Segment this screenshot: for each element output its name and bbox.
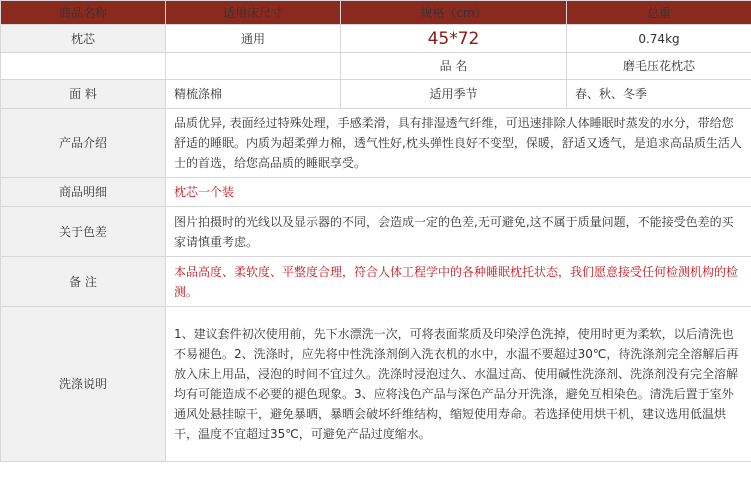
header-weight: 总重 <box>567 1 751 25</box>
product-name-cell: 枕芯 <box>1 25 166 53</box>
row-name <box>1 25 751 53</box>
empty-cell <box>1 53 166 80</box>
row-fabric <box>1 80 751 109</box>
fabric-label: 面 料 <box>1 80 166 109</box>
detail-label: 商品明细 <box>1 178 166 207</box>
intro-label: 产品介绍 <box>1 109 166 178</box>
product-value: 磨毛压花枕芯 <box>567 53 751 80</box>
product-label: 品 名 <box>341 53 567 80</box>
weight-cell: 0.74kg <box>567 25 751 53</box>
intro-text: 品质优异, 表面经过特殊处理，手感柔滑，具有排湿透气纤维，可迅速排除人体睡眠时蒸发的水分，带给您舒适的睡眠。内质为超柔弹力棉，透气性好,枕头弹性良好不变型，保暖，舒适又透气，是追求高品质生活人士的首选，给您高品质的睡眠享受。 <box>166 109 751 178</box>
color-text: 图片拍摄时的光线以及显示器的不同，会造成一定的色差,无可避免,这不属于质量问题，不能接受色差的买家请慎重考虑。 <box>166 207 751 257</box>
row-detail <box>1 178 751 207</box>
note-label: 备 注 <box>1 257 166 307</box>
row-intro <box>1 109 751 178</box>
note-text: 本品高度、柔软度、平整度合理，符合人体工程学中的各种睡眠枕托状态，我们愿意接受任何检测机构的检测。 <box>166 257 751 307</box>
row-wash <box>1 307 751 462</box>
season-value: 春、秋、冬季 <box>567 80 751 109</box>
color-label: 关于色差 <box>1 207 166 257</box>
header-spec: 规格（cm） <box>341 1 567 25</box>
bed-size-cell: 通用 <box>166 25 341 53</box>
detail-text: 枕芯一个装 <box>166 178 751 207</box>
season-label: 适用季节 <box>341 80 567 109</box>
header-bed-size: 适用床尺寸 <box>166 1 341 25</box>
empty-cell <box>166 53 341 80</box>
wash-text: 1、建议套件初次使用前，先下水漂洗一次，可将表面浆质及印染浮色洗掉，使用时更为柔软，以后清洗也不易褪色。2、洗涤时，应先将中性洗涤剂倒入洗衣机的水中，水温不要超过30℃，待洗涤剂完全溶解后再放入床上用品，浸泡的时间不宜过久。洗涤时浸泡过久、水温过高、使用碱性洗涤剂、洗涤剂没有完全溶解均有可能造成不必要的褪色现象。3、应将浅色产品与深色产品分开洗涤，避免互相染色。清洗后置于室外通风处悬挂晾干，避免暴晒，暴晒会破坏纤维结构，缩短使用寿命。若选择使用烘干机，建议选用低温烘干，温度不宜超过35℃，可避免产品过度缩水。 <box>166 307 751 462</box>
wash-label: 洗涤说明 <box>1 307 166 462</box>
header-product-name: 商品名称 <box>1 1 166 25</box>
header-row <box>1 1 751 25</box>
row-color <box>1 207 751 257</box>
spec-cell: 45*72 <box>341 25 567 53</box>
row-product <box>1 53 751 80</box>
fabric-material: 精梳涤棉 <box>166 80 341 109</box>
row-note <box>1 257 751 307</box>
